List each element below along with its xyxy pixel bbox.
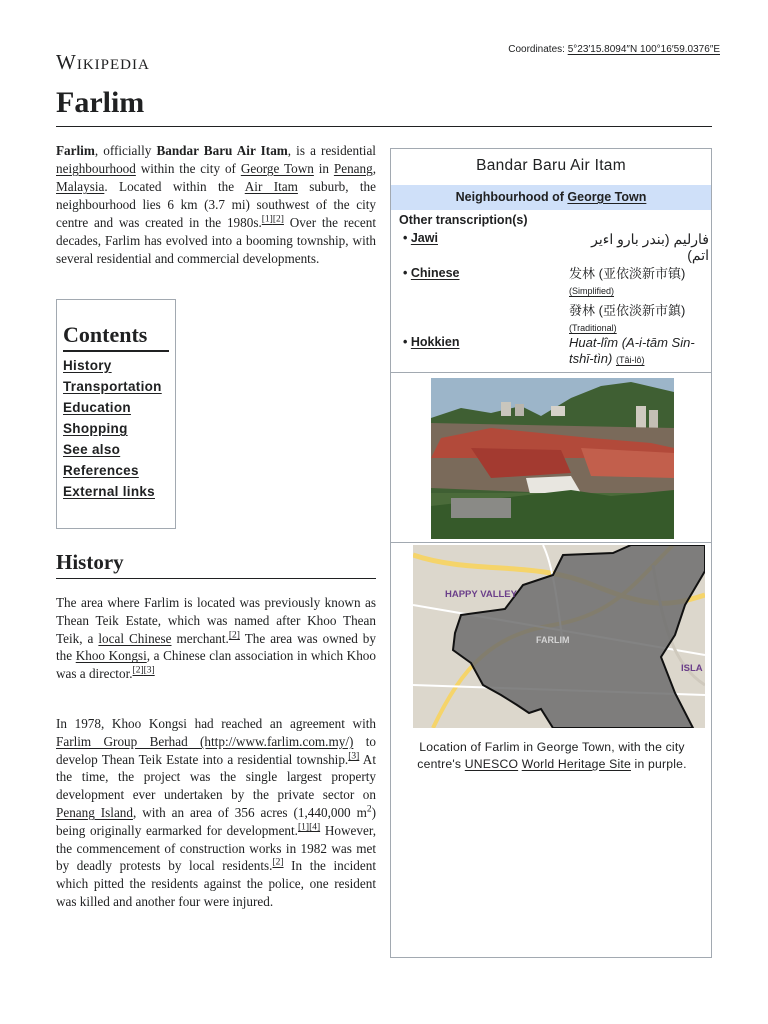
- ref-2[interactable]: [2]: [272, 857, 284, 868]
- history-text: merchant.: [171, 630, 229, 646]
- hokkien-text: Huat-lîm (A-i-tām Sin-tshī-tìn): [569, 335, 695, 366]
- toc-item-external-links[interactable]: External links: [63, 484, 155, 499]
- link-local-chinese[interactable]: local Chinese: [98, 630, 172, 646]
- superscript-2: 2: [366, 804, 372, 815]
- intro-text: . Located within the: [104, 179, 245, 194]
- wikipedia-logo[interactable]: Wikipedia: [56, 50, 150, 74]
- history-text: , a Chinese clan association in which Khoo was a director.: [56, 648, 376, 682]
- ref-2[interactable]: [2]: [228, 630, 240, 641]
- jawi-value: فارليم (بندر بارو اءير اتم): [591, 231, 709, 263]
- chinese-values: [569, 266, 709, 336]
- chinese-traditional: 發林 (亞依淡新市鎮): [569, 303, 686, 318]
- ref-2[interactable]: [2]: [272, 214, 284, 225]
- infobox-caption: Bandar Baru Air Itam: [476, 157, 626, 174]
- coordinates-label: Coordinates:: [508, 44, 565, 55]
- toc-item-history[interactable]: History: [63, 358, 112, 373]
- infobox: [390, 148, 712, 958]
- title-divider: [56, 126, 712, 127]
- intro-text: within the city of: [135, 161, 241, 176]
- history-text: However, the commencement of construction works in 1982 was met by deadly protests by local residents.: [56, 822, 376, 874]
- infobox-divider: [391, 542, 711, 543]
- infobox-subheader: [391, 185, 711, 210]
- ref-2[interactable]: [2]: [132, 665, 144, 676]
- link-traditional[interactable]: (Traditional): [569, 323, 617, 333]
- link-air-itam[interactable]: Air Itam: [244, 179, 298, 194]
- link-jawi[interactable]: Jawi: [410, 231, 438, 245]
- map-label-isla: ISLA: [681, 663, 703, 674]
- map-caption-text: Location of Farlim in George Town, with the city centre's: [417, 740, 685, 771]
- ref-4[interactable]: [4]: [309, 822, 321, 833]
- history-text: to develop Thean Teik Estate into a residential township.: [56, 733, 376, 767]
- link-simplified[interactable]: (Simplified): [569, 286, 615, 296]
- map-caption-text: in purple.: [630, 757, 687, 771]
- bullet-label: • Hokkien: [403, 335, 460, 349]
- link-malaysia[interactable]: Malaysia: [56, 179, 105, 194]
- history-text: The area was owned by the: [56, 630, 376, 664]
- link-chinese[interactable]: Chinese: [410, 266, 460, 280]
- link-hokkien[interactable]: Hokkien: [410, 335, 460, 349]
- toc-item-shopping[interactable]: Shopping: [63, 421, 128, 436]
- toc-item-references[interactable]: References: [63, 463, 139, 478]
- farlim-photo[interactable]: [431, 378, 674, 539]
- toc-item-education[interactable]: Education: [63, 400, 131, 415]
- intro-text: Over the recent decades, Farlim has evolved into a booming township, with several residential and commercial developments.: [56, 215, 376, 266]
- bullet-label: • Chinese: [403, 266, 460, 280]
- other-transcriptions-label: Other transcription(s): [399, 213, 528, 227]
- location-map[interactable]: [413, 545, 705, 728]
- intro-text: , is a residential: [287, 143, 376, 158]
- history-text: , with an area of 356 acres (1,440,000 m: [132, 804, 367, 820]
- toc-item-see-also[interactable]: See also: [63, 442, 121, 457]
- intro-paragraph: [56, 142, 376, 268]
- link-george-town[interactable]: George Town: [567, 190, 647, 204]
- link-neighbourhood[interactable]: neighbourhood: [56, 161, 136, 176]
- link-george-town[interactable]: George Town: [240, 161, 314, 176]
- link-penang-island[interactable]: Penang Island: [56, 804, 133, 820]
- history-text: In the incident which pitted the residents against the police, one resident was killed and another four were injured.: [56, 858, 376, 909]
- intro-text: suburb, the neighbourhood lies 6 km (3.7 mi) southwest of the city centre and was created in the 1980s.: [56, 179, 376, 230]
- toc-title: Contents: [63, 322, 169, 352]
- bullet-label: • Jawi: [403, 231, 438, 245]
- hokkien-value: [569, 335, 709, 368]
- history-text: ) being originally earmarked for development.: [56, 804, 376, 838]
- history-paragraph-2: [56, 715, 376, 911]
- link-farlim-group[interactable]: Farlim Group Berhad (http://www.farlim.com.my/): [56, 733, 354, 749]
- link-unesco[interactable]: UNESCO: [464, 757, 519, 771]
- map-label-farlim: FARLIM: [536, 635, 570, 645]
- history-text: The area where Farlim is located was previously known as Thean Teik Estate, which was named after Khoo Thean Teik, a: [56, 595, 376, 646]
- history-heading: History: [56, 550, 124, 574]
- infobox-subheader-text: Neighbourhood of: [455, 190, 568, 204]
- history-text: At the time, the project was the single largest property development ever undertaken by the private sector on: [56, 751, 376, 803]
- intro-text: in: [313, 161, 334, 176]
- history-paragraph-1: [56, 594, 376, 683]
- map-caption: [399, 739, 705, 773]
- link-khoo-kongsi[interactable]: Khoo Kongsi: [75, 648, 147, 664]
- link-penang[interactable]: Penang: [333, 161, 373, 176]
- link-world-heritage-site[interactable]: World Heritage Site: [521, 757, 631, 771]
- intro-text: ,: [372, 161, 377, 176]
- farlim-aerial-photo-image: [431, 378, 674, 539]
- history-divider: [56, 578, 376, 579]
- link-tai-lo[interactable]: (Tâi-lô): [615, 355, 645, 365]
- ref-1[interactable]: [1]: [297, 822, 310, 833]
- intro-text: , officially: [94, 143, 157, 158]
- intro-bold-farlim: Farlim: [56, 143, 95, 158]
- coordinates-link[interactable]: 5°23′15.8094″N 100°16′59.0376″E: [567, 44, 720, 55]
- location-map-image: [413, 545, 705, 728]
- ref-1[interactable]: [1]: [261, 214, 273, 225]
- intro-bold-bandar: Bandar Baru Air Itam: [156, 143, 288, 158]
- chinese-simplified: 发林 (亚依淡新市镇): [569, 266, 686, 281]
- infobox-divider: [391, 372, 711, 373]
- ref-3[interactable]: [3]: [143, 665, 155, 676]
- ref-3[interactable]: [3]: [348, 751, 360, 762]
- coordinates: [508, 44, 720, 55]
- map-label-happy-valley: HAPPY VALLEY: [445, 589, 517, 600]
- table-of-contents: [56, 299, 176, 529]
- toc-item-transportation[interactable]: Transportation: [63, 379, 162, 394]
- page-title: Farlim: [56, 86, 145, 119]
- history-text: In 1978, Khoo Kongsi had reached an agreement with: [56, 716, 376, 731]
